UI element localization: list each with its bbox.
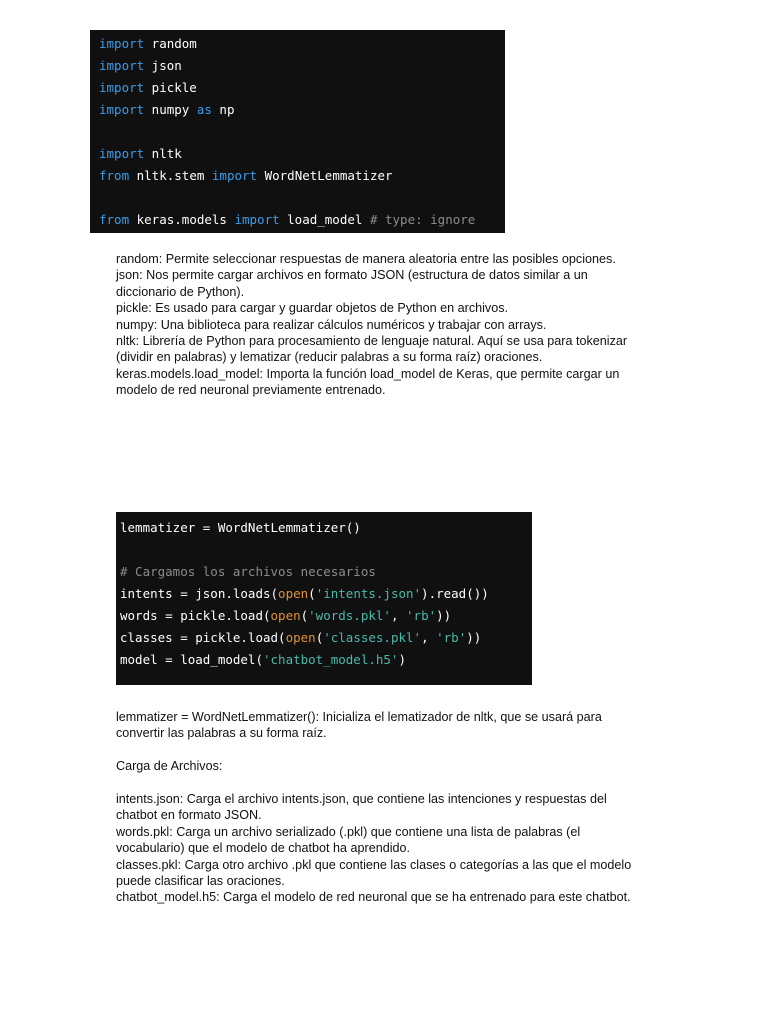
code-token: intents = json.loads( [120, 586, 279, 601]
code-line [120, 561, 532, 583]
code-token: import [99, 80, 145, 95]
code-token: np [211, 102, 235, 117]
text-line: pickle: Es usado para cargar y guardar objetos de Python en archivos. [116, 301, 509, 316]
code-line [99, 165, 505, 187]
code-token: nltk.stem [129, 168, 212, 183]
code-token: nltk [144, 146, 182, 161]
text-line: json: Nos permite cargar archivos en formato JSON (estructura de datos similar a un [116, 268, 588, 283]
code-line [120, 517, 532, 539]
text-line: intents.json: Carga el archivo intents.json, que contiene las intenciones y respuestas del [116, 792, 607, 806]
code-token: open [285, 630, 316, 645]
text-line: numpy: Una biblioteca para realizar cálculos numéricos y trabajar con arrays. [116, 317, 547, 332]
code-line [99, 77, 505, 99]
code-token: WordNetLemmatizer [257, 168, 393, 183]
text-line: (dividir en palabras) y lematizar (reducir palabras a su forma raíz) oraciones. [116, 350, 543, 365]
code-token: import [99, 102, 145, 117]
text-line [116, 775, 661, 791]
code-token: ( [300, 608, 309, 623]
loading-code-block [116, 512, 532, 685]
loading-description [116, 709, 661, 906]
code-token: 'rb' [406, 608, 437, 623]
code-line [120, 627, 532, 649]
text-line: chatbot en formato JSON. [116, 808, 262, 823]
code-token: import [99, 36, 145, 51]
text-line: puede clasificar las oraciones. [116, 874, 285, 889]
code-token: random [144, 36, 197, 51]
code-token: , [421, 630, 437, 645]
text-line: modelo de red neuronal previamente entrenado. [116, 383, 386, 398]
code-line [120, 605, 532, 627]
imports-description [116, 251, 656, 399]
code-line [99, 99, 505, 121]
code-token: pickle [144, 80, 197, 95]
code-token: 'chatbot_model.h5' [263, 652, 399, 667]
code-token: import [99, 58, 145, 73]
code-token: # type: ignore [369, 212, 476, 227]
code-line [120, 583, 532, 605]
text-line: nltk: Librería de Python para procesamiento de lenguaje natural. Aquí se usa para tokenizar [116, 334, 628, 349]
code-line [120, 649, 532, 671]
code-token: words = pickle.load( [120, 608, 271, 623]
code-token: ).read()) [421, 586, 489, 601]
code-token: open [278, 586, 309, 601]
code-token: import [99, 146, 145, 161]
code-token: ( [308, 586, 316, 601]
code-token: , [390, 608, 407, 623]
code-line [120, 539, 532, 561]
text-line: words.pkl: Carga un archivo serializado (.pkl) que contiene una lista de palabras (el [116, 824, 581, 839]
text-line: classes.pkl: Carga otro archivo .pkl que contiene las clases o categorías a las que el modelo [116, 857, 632, 872]
code-token: from [99, 168, 130, 183]
code-token: ( [315, 630, 324, 645]
code-token: json [144, 58, 182, 73]
text-line: convertir las palabras a su forma raíz. [116, 726, 327, 741]
code-line [99, 55, 505, 77]
code-token: model = load_model( [120, 652, 263, 667]
code-token: keras.models [129, 212, 235, 227]
code-token: ) [398, 652, 406, 667]
text-line [116, 742, 661, 758]
code-token: 'words.pkl' [308, 608, 391, 623]
text-line: chatbot_model.h5: Carga el modelo de red neuronal que se ha entrenado para este chatbot. [116, 890, 631, 905]
code-line [99, 121, 505, 143]
code-line [99, 187, 505, 209]
code-token: as [196, 102, 212, 117]
text-line: keras.models.load_model: Importa la función load_model de Keras, que permite cargar un [116, 366, 620, 381]
code-token: 'classes.pkl' [323, 630, 422, 645]
code-token: )) [466, 630, 482, 645]
code-token: open [270, 608, 301, 623]
code-token: # Cargamos los archivos necesarios [120, 564, 376, 579]
code-token: )) [436, 608, 452, 623]
code-token: lemmatizer = WordNetLemmatizer() [120, 520, 361, 535]
code-token: import [234, 212, 280, 227]
imports-code-block [90, 30, 505, 233]
code-token: load_model [279, 212, 370, 227]
text-line: vocabulario) que el modelo de chatbot ha aprendido. [116, 841, 411, 856]
code-token: 'intents.json' [315, 586, 422, 601]
code-line [99, 33, 505, 55]
code-token: numpy [144, 102, 197, 117]
code-token: import [211, 168, 258, 183]
text-line: diccionario de Python). [116, 284, 245, 299]
text-line: random: Permite seleccionar respuestas de manera aleatoria entre las posibles opciones. [116, 252, 616, 266]
code-token: classes = pickle.load( [120, 630, 286, 645]
code-token: from [99, 212, 130, 227]
text-line: Carga de Archivos: [116, 759, 223, 774]
text-line: lemmatizer = WordNetLemmatizer(): Inicializa el lematizador de nltk, que se usará para [116, 710, 602, 724]
code-line [99, 209, 505, 231]
code-token: 'rb' [436, 630, 467, 645]
code-line [99, 143, 505, 165]
